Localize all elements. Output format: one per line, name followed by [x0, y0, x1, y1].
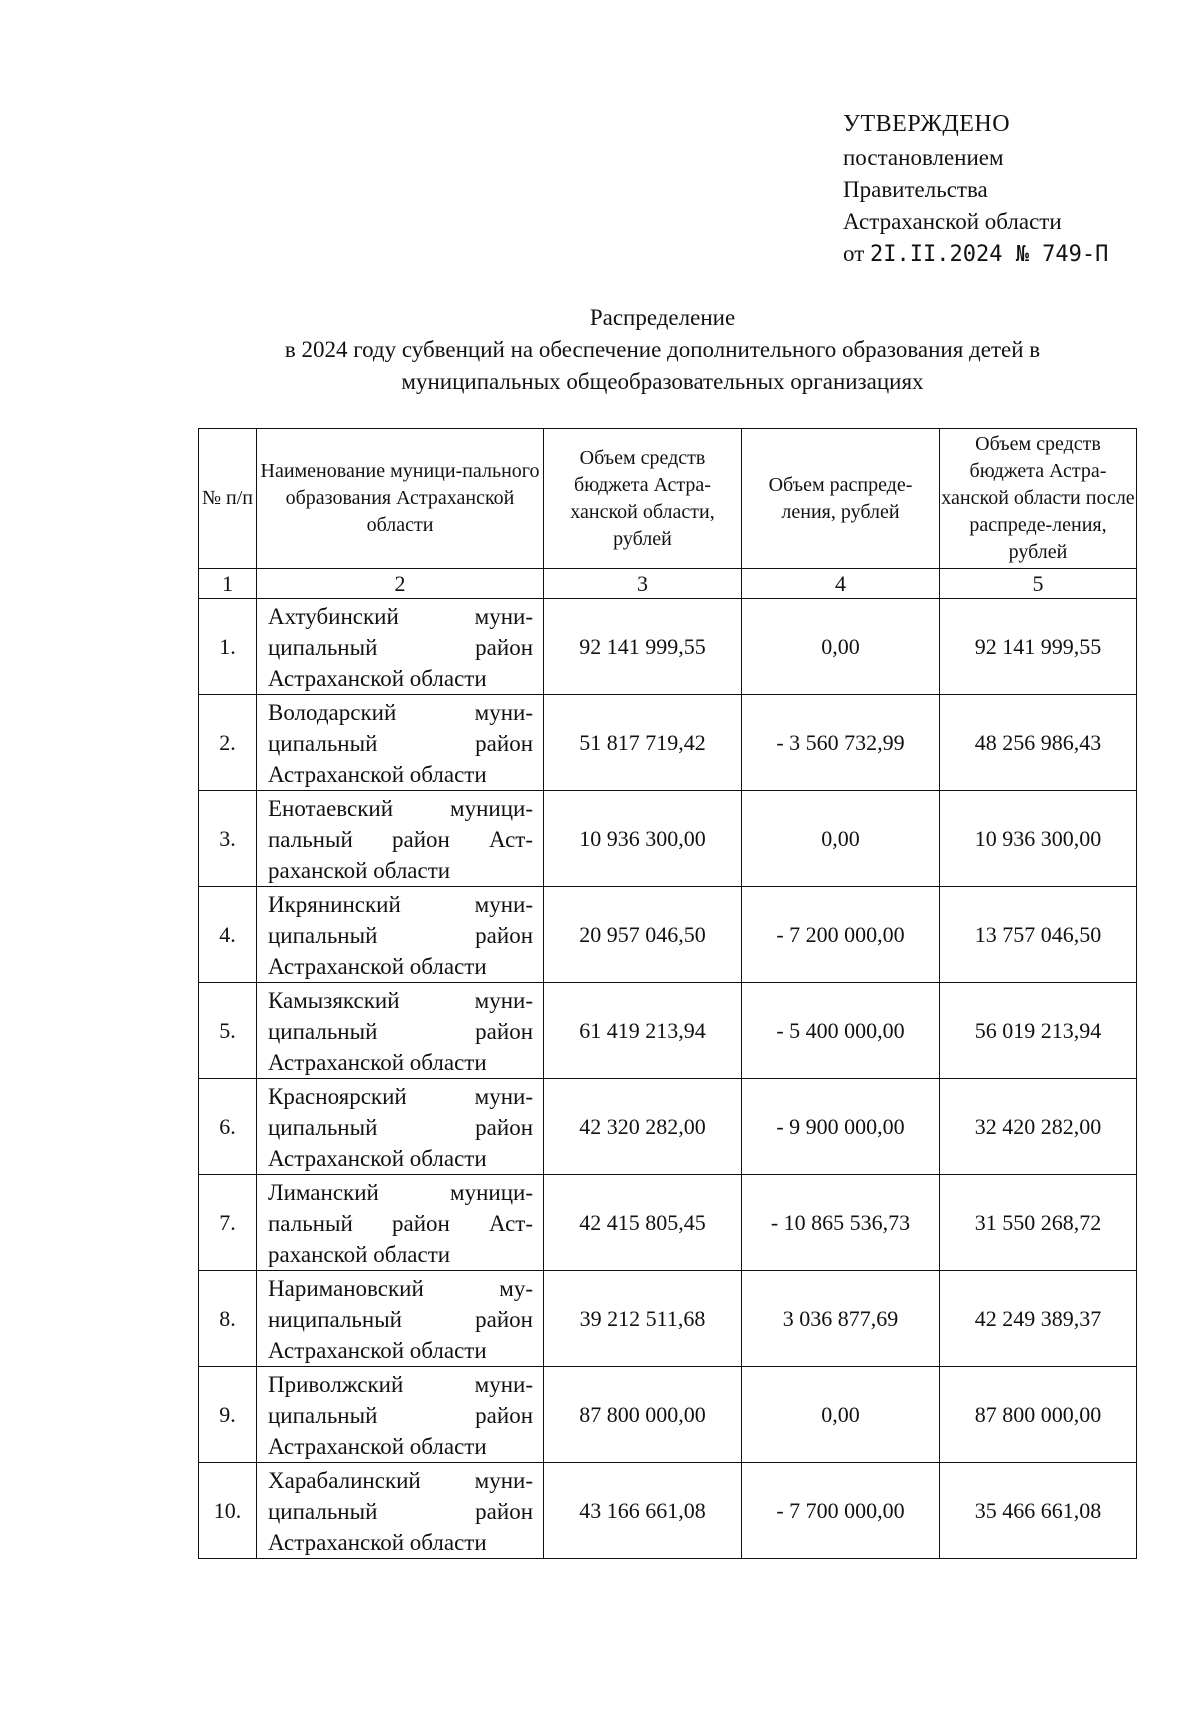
- distribution-value: - 5 400 000,00: [742, 983, 940, 1079]
- row-number: 5.: [199, 983, 257, 1079]
- municipality-name: Харабалинский муни-ципальный район Астраханской области: [257, 1463, 544, 1559]
- column-number: 2: [257, 569, 544, 599]
- column-number-row: [199, 569, 1137, 599]
- header-after-distribution: Объем средств бюджета Астра-ханской области после распреде-ления, рублей: [940, 429, 1137, 569]
- after-value: 42 249 389,37: [940, 1271, 1137, 1367]
- column-number: 1: [199, 569, 257, 599]
- approval-stamp: [843, 108, 1173, 271]
- municipality-name: Наримановский му-ниципальный район Астраханской области: [257, 1271, 544, 1367]
- row-number: 7.: [199, 1175, 257, 1271]
- budget-value: 42 320 282,00: [544, 1079, 742, 1175]
- distribution-value: 0,00: [742, 1367, 940, 1463]
- title-line-2: в 2024 году субвенций на обеспечение дополнительного образования детей в: [284, 337, 1041, 362]
- distribution-value: 0,00: [742, 599, 940, 695]
- column-number: 3: [544, 569, 742, 599]
- distribution-table: [198, 428, 1137, 1559]
- table-row: [199, 887, 1137, 983]
- approval-date-line: [843, 238, 1173, 271]
- table-row: [199, 1271, 1137, 1367]
- municipality-name: Ахтубинский муни-ципальный район Астраханской области: [257, 599, 544, 695]
- row-number: 3.: [199, 791, 257, 887]
- header-municipality: Наименование муници-пального образования Астраханской области: [257, 429, 544, 569]
- table-row: [199, 791, 1137, 887]
- approval-heading: УТВЕРЖДЕНО: [843, 111, 1011, 137]
- title-line-1: Распределение: [589, 305, 736, 330]
- table-row: [199, 1367, 1137, 1463]
- after-value: 35 466 661,08: [940, 1463, 1137, 1559]
- after-value: 10 936 300,00: [940, 791, 1137, 887]
- header-number: № п/п: [199, 429, 257, 569]
- after-value: 92 141 999,55: [940, 599, 1137, 695]
- approval-date-prefix: от: [843, 241, 865, 266]
- column-number: 4: [742, 569, 940, 599]
- budget-value: 51 817 719,42: [544, 695, 742, 791]
- title-line-3: муниципальных общеобразовательных организациях: [401, 369, 924, 394]
- table-row: [199, 599, 1137, 695]
- municipality-name: Икрянинский муни-ципальный район Астраханской области: [257, 887, 544, 983]
- distribution-value: - 9 900 000,00: [742, 1079, 940, 1175]
- municipality-name: Лиманский муници-пальный район Аст-раханской области: [257, 1175, 544, 1271]
- municipality-name: Приволжский муни-ципальный район Астраханской области: [257, 1367, 544, 1463]
- header-distribution: Объем распреде-ления, рублей: [742, 429, 940, 569]
- distribution-value: - 10 865 536,73: [742, 1175, 940, 1271]
- row-number: 2.: [199, 695, 257, 791]
- distribution-value: - 3 560 732,99: [742, 695, 940, 791]
- table-row: [199, 695, 1137, 791]
- budget-value: 20 957 046,50: [544, 887, 742, 983]
- municipality-name: Володарский муни-ципальный район Астраханской области: [257, 695, 544, 791]
- budget-value: 43 166 661,08: [544, 1463, 742, 1559]
- municipality-name: Енотаевский муници-пальный район Аст-раханской области: [257, 791, 544, 887]
- municipality-name: Камызякский муни-ципальный район Астраханской области: [257, 983, 544, 1079]
- after-value: 48 256 986,43: [940, 695, 1137, 791]
- distribution-value: 3 036 877,69: [742, 1271, 940, 1367]
- table-row: [199, 1079, 1137, 1175]
- budget-value: 92 141 999,55: [544, 599, 742, 695]
- after-value: 56 019 213,94: [940, 983, 1137, 1079]
- column-number: 5: [940, 569, 1137, 599]
- after-value: 87 800 000,00: [940, 1367, 1137, 1463]
- after-value: 13 757 046,50: [940, 887, 1137, 983]
- table-row: [199, 1463, 1137, 1559]
- budget-value: 39 212 511,68: [544, 1271, 742, 1367]
- table-row: [199, 983, 1137, 1079]
- table-header-row: [199, 429, 1137, 569]
- distribution-value: - 7 700 000,00: [742, 1463, 940, 1559]
- budget-value: 42 415 805,45: [544, 1175, 742, 1271]
- approval-date-number: 2I.II.2024 № 749-П: [870, 242, 1109, 267]
- approval-line-2: Правительства: [843, 177, 988, 202]
- approval-line-1: постановлением: [843, 145, 1004, 170]
- row-number: 1.: [199, 599, 257, 695]
- budget-value: 87 800 000,00: [544, 1367, 742, 1463]
- municipality-name: Красноярский муни-ципальный район Астраханской области: [257, 1079, 544, 1175]
- approval-line-3: Астраханской области: [843, 209, 1062, 234]
- row-number: 4.: [199, 887, 257, 983]
- row-number: 8.: [199, 1271, 257, 1367]
- row-number: 10.: [199, 1463, 257, 1559]
- distribution-value: 0,00: [742, 791, 940, 887]
- distribution-value: - 7 200 000,00: [742, 887, 940, 983]
- after-value: 31 550 268,72: [940, 1175, 1137, 1271]
- budget-value: 10 936 300,00: [544, 791, 742, 887]
- table-row: [199, 1175, 1137, 1271]
- after-value: 32 420 282,00: [940, 1079, 1137, 1175]
- document-title: [180, 302, 1145, 398]
- row-number: 6.: [199, 1079, 257, 1175]
- row-number: 9.: [199, 1367, 257, 1463]
- budget-value: 61 419 213,94: [544, 983, 742, 1079]
- header-budget: Объем средств бюджета Астра-ханской области, рублей: [544, 429, 742, 569]
